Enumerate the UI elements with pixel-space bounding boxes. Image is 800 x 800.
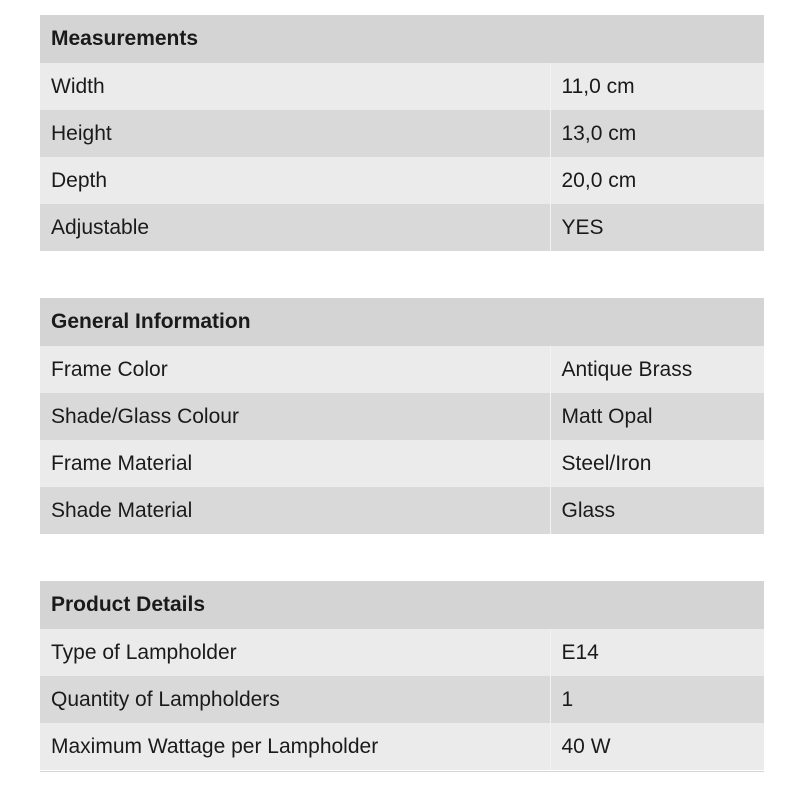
section-title: Product Details <box>40 581 764 629</box>
row-label: Maximum Wattage per Lampholder <box>40 723 550 770</box>
row-value: E14 <box>550 629 764 676</box>
row-value: 11,0 cm <box>550 63 764 110</box>
row-value: 13,0 cm <box>550 110 764 157</box>
general-information-table <box>40 298 764 534</box>
table-row <box>40 204 764 251</box>
table-row <box>40 723 764 770</box>
row-label: Width <box>40 63 550 110</box>
row-label: Frame Material <box>40 440 550 487</box>
row-label: Frame Color <box>40 346 550 393</box>
table-row <box>40 63 764 110</box>
table-row <box>40 393 764 440</box>
table-row <box>40 346 764 393</box>
table-row <box>40 440 764 487</box>
row-label: Quantity of Lampholders <box>40 676 550 723</box>
row-label: Shade Material <box>40 487 550 534</box>
row-label: Depth <box>40 157 550 204</box>
row-value: 20,0 cm <box>550 157 764 204</box>
table-row <box>40 629 764 676</box>
row-value: YES <box>550 204 764 251</box>
section-header <box>40 298 764 346</box>
table-row <box>40 676 764 723</box>
table-bottom-divider <box>40 771 764 772</box>
row-label: Shade/Glass Colour <box>40 393 550 440</box>
row-value: Matt Opal <box>550 393 764 440</box>
section-header <box>40 581 764 629</box>
table-row <box>40 110 764 157</box>
section-header <box>40 15 764 63</box>
row-label: Adjustable <box>40 204 550 251</box>
row-value: Antique Brass <box>550 346 764 393</box>
table-row <box>40 157 764 204</box>
row-value: Steel/Iron <box>550 440 764 487</box>
row-value: 40 W <box>550 723 764 770</box>
measurements-table <box>40 15 764 251</box>
table-row <box>40 487 764 534</box>
row-label: Type of Lampholder <box>40 629 550 676</box>
section-title: General Information <box>40 298 764 346</box>
section-title: Measurements <box>40 15 764 63</box>
product-details-table <box>40 581 764 770</box>
row-label: Height <box>40 110 550 157</box>
row-value: 1 <box>550 676 764 723</box>
row-value: Glass <box>550 487 764 534</box>
